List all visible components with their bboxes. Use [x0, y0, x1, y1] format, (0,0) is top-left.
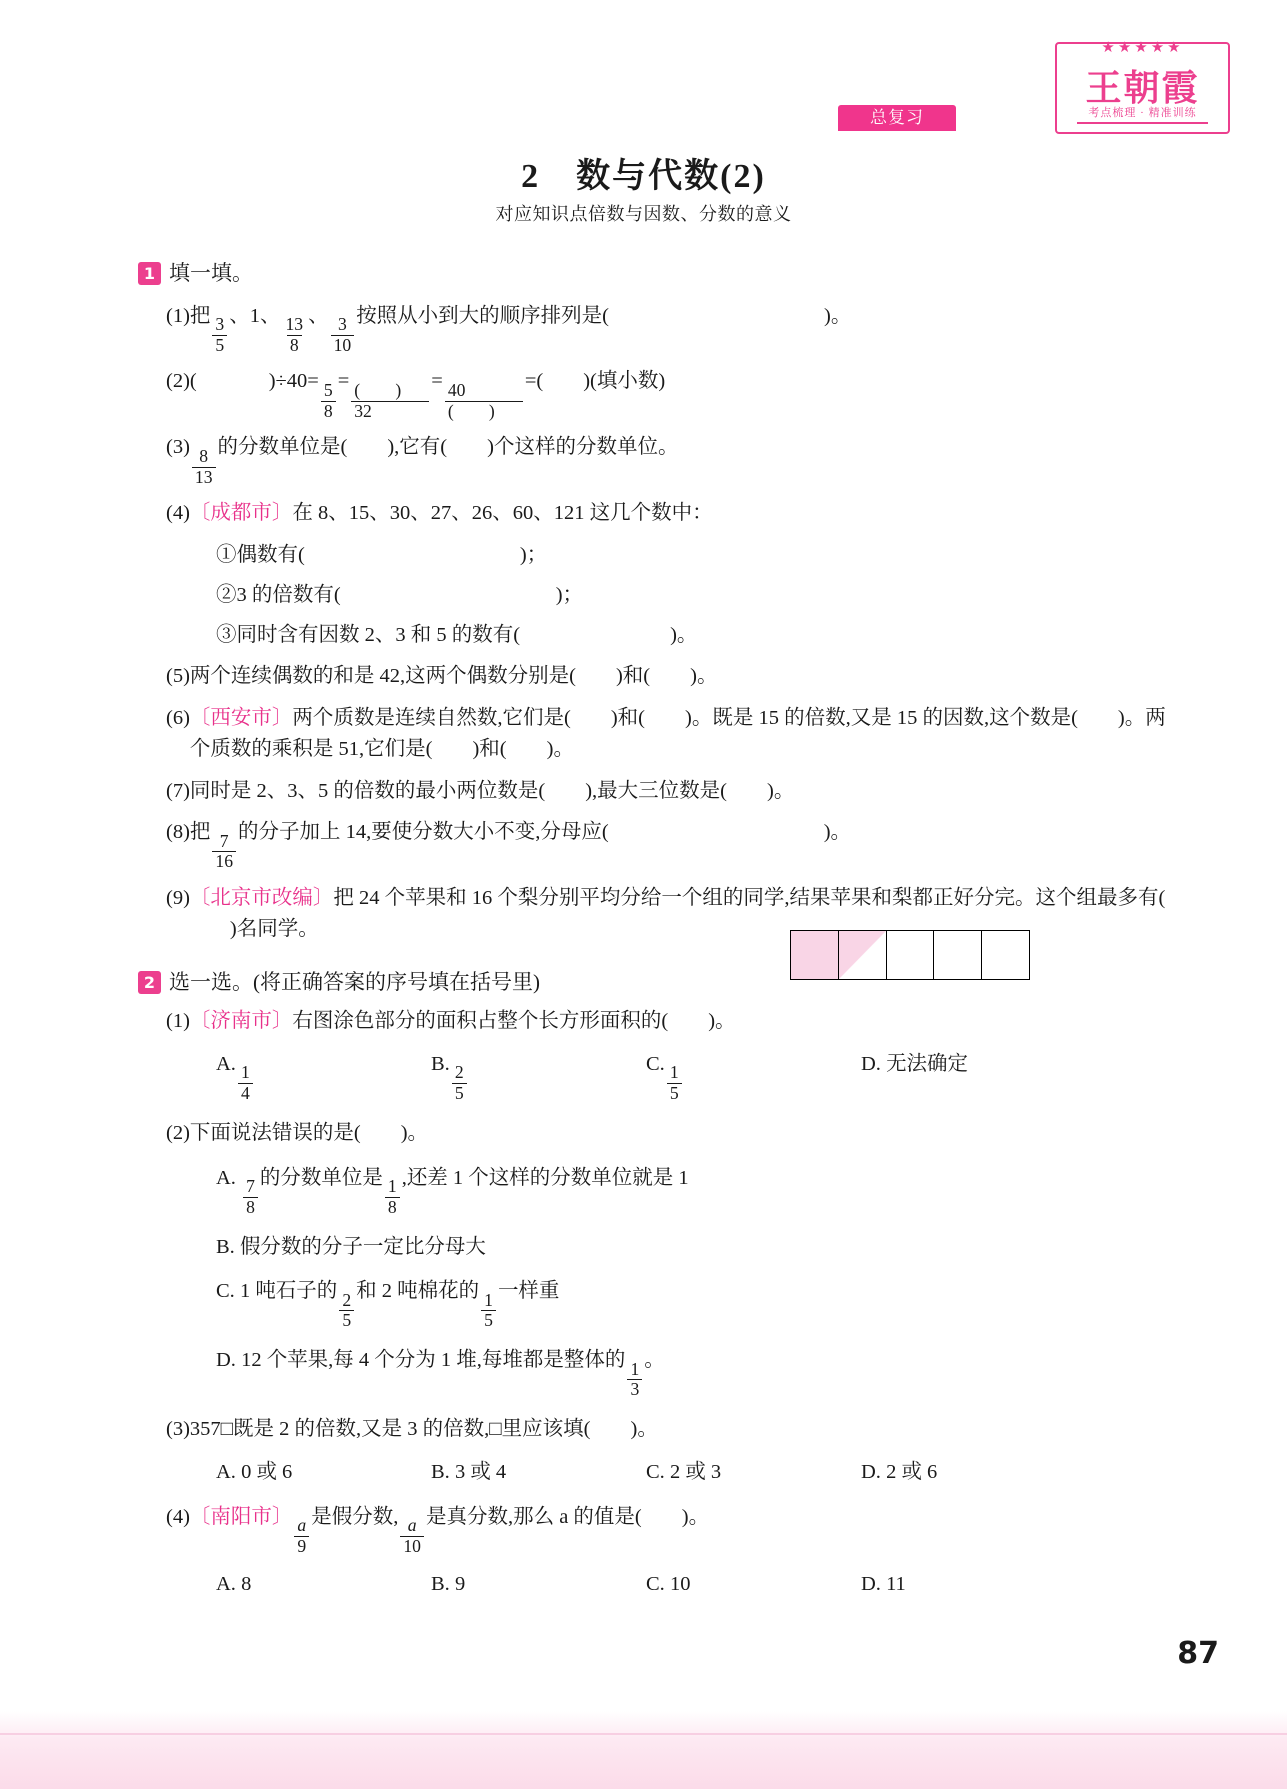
- q1-9-text-b: )名同学。: [229, 917, 319, 940]
- choice-a-tag: A.: [216, 1460, 236, 1483]
- q1-6-text-a: 两个质数是连续自然数,它们是(: [292, 707, 571, 730]
- question-2-2-choice-c[interactable]: [138, 1276, 1168, 1331]
- city-tag-chengdu: 〔成都市〕: [189, 502, 293, 525]
- question-2-4-choices: [138, 1569, 1168, 1600]
- question-1-4-sub-3: [138, 620, 1168, 651]
- q1-6-text-e: )和(: [472, 737, 507, 760]
- q1-5-text-c: )。: [690, 665, 718, 688]
- q2-2-text-a: 下面说法错误的是(: [189, 1121, 361, 1144]
- question-2-1-label: (1): [166, 1010, 190, 1033]
- q1-6-text-f: )。: [546, 737, 574, 760]
- question-1-8-label: (8): [166, 821, 190, 844]
- fraction-a-9: $\frac{a}{9}$: [294, 1516, 309, 1556]
- brand-divider: [1077, 122, 1208, 124]
- q1-4-1-text-b: )；: [519, 544, 548, 567]
- q1-1-text-b: 、1、: [229, 304, 281, 327]
- choice-b-text: 3 或 4: [454, 1460, 507, 1483]
- question-2-3-label: (3): [166, 1418, 190, 1441]
- choice-c-tag: C.: [216, 1280, 235, 1303]
- choice-b-tag: B.: [431, 1052, 450, 1075]
- fraction-a-10: $\frac{a}{10}$: [400, 1516, 424, 1556]
- choice-d-text: 11: [886, 1572, 906, 1595]
- fraction-3-5: $\frac{3}{5}$: [212, 315, 227, 355]
- question-2-2-choice-d[interactable]: [138, 1345, 1168, 1400]
- q1-7-text-c: )。: [767, 779, 795, 802]
- q1-2-text-a: (: [189, 370, 197, 393]
- q1-3-text-b: ),它有(: [387, 436, 448, 459]
- choice-c[interactable]: [646, 1049, 861, 1104]
- question-2-4: [138, 1502, 1168, 1557]
- fraction-blank-32[interactable]: $\frac{( )}{32}$: [351, 381, 429, 421]
- choice-d-part2: 。: [644, 1349, 665, 1372]
- choice-a[interactable]: [216, 1569, 431, 1600]
- choice-c-part3: 一样重: [497, 1280, 560, 1303]
- question-1-3-label: (3): [166, 436, 190, 459]
- choice-c[interactable]: [646, 1457, 861, 1488]
- fraction-13-8: $\frac{13}{8}$: [285, 313, 304, 355]
- city-tag-jinan: 〔济南市〕: [189, 1010, 293, 1033]
- question-1-4-label: (4): [166, 502, 190, 525]
- q1-4-3-text-a: ③同时含有因数 2、3 和 5 的数有(: [216, 623, 521, 646]
- q1-8-text-a: 把: [189, 821, 211, 844]
- q1-5-text-b: )和(: [615, 665, 651, 688]
- page-subtitle: 对应知识点倍数与因数、分数的意义: [495, 204, 792, 224]
- city-tag-nanyang: 〔南阳市〕: [189, 1505, 293, 1528]
- brand-logo: [1055, 42, 1230, 134]
- choice-c-text: 10: [669, 1572, 691, 1595]
- section-2-number: 2: [138, 971, 161, 994]
- q1-7-text-a: 同时是 2、3、5 的倍数的最小两位数是(: [189, 779, 546, 802]
- q2-3-text-b: )。: [630, 1418, 658, 1441]
- page-title: 2 数与代数(2): [521, 158, 766, 195]
- fraction-3-10: $\frac{3}{10}$: [331, 315, 355, 355]
- question-1-1-label: (1): [166, 304, 190, 327]
- choice-b-tag: B.: [431, 1572, 450, 1595]
- question-1-4: [138, 498, 1168, 529]
- question-2-3: [138, 1414, 1168, 1445]
- choice-c-text: 2 或 3: [669, 1460, 722, 1483]
- choice-a-part3: ,还差 1 个这样的分数单位就是 1: [401, 1166, 689, 1189]
- choice-d-tag: D.: [861, 1572, 881, 1595]
- question-1-3: [138, 432, 1168, 487]
- fraction-1-5: $\frac{1}{5}$: [481, 1291, 496, 1331]
- choice-b[interactable]: [431, 1457, 646, 1488]
- brand-subtitle: 考点梳理 · 精准训练: [1088, 107, 1197, 119]
- brand-name: 王朝霞: [1085, 68, 1200, 109]
- figure-cell-1: [791, 931, 839, 979]
- choice-a-tag: A.: [216, 1166, 236, 1189]
- question-1-7: [138, 776, 1168, 807]
- question-2-1-choices: [138, 1049, 1168, 1104]
- section-1-instruction: 填一填。: [169, 261, 253, 285]
- q1-8-text-b: 的分子加上 14,要使分数大小不变,分母应(: [238, 821, 609, 844]
- choice-b-tag: B.: [431, 1460, 450, 1483]
- q1-2-eq3: =(: [524, 370, 544, 393]
- q1-1-text-e: )。: [824, 304, 852, 327]
- choice-d-tag: D.: [216, 1349, 236, 1372]
- fraction-1-4: $\frac{1}{4}$: [238, 1063, 253, 1103]
- question-1-7-label: (7): [166, 779, 190, 802]
- page-number: 87: [1177, 1636, 1219, 1671]
- choice-b-tag: B.: [216, 1235, 235, 1258]
- choice-b-text: 9: [454, 1572, 466, 1595]
- q1-2-eq2: =: [431, 370, 443, 393]
- question-1-5: [138, 661, 1168, 692]
- choice-a-tag: A.: [216, 1572, 236, 1595]
- fraction-1-5: $\frac{1}{5}$: [667, 1063, 682, 1103]
- q1-1-text-a: 把: [189, 304, 211, 327]
- fraction-40-blank[interactable]: $\frac{40}{( )}$: [445, 381, 523, 421]
- choice-a-text: 8: [241, 1572, 252, 1595]
- choice-c-part2: 和 2 吨棉花的: [356, 1280, 480, 1303]
- choice-a[interactable]: [216, 1049, 431, 1104]
- city-tag-beijing: 〔北京市改编〕: [189, 887, 334, 910]
- q1-4-1-text-a: ①偶数有(: [216, 544, 305, 567]
- question-1-6: [138, 703, 1168, 765]
- q2-4-text-c: )。: [681, 1505, 710, 1528]
- question-2-3-choices: [138, 1457, 1168, 1488]
- q1-9-text-a: 把 24 个苹果和 16 个梨分别平均分给一个组的同学,结果苹果和梨都正好分完。这个组最多有(: [333, 887, 1166, 910]
- question-1-4-sub-2: [138, 580, 1168, 611]
- q1-4-3-text-b: )。: [670, 623, 698, 646]
- question-1-1: [138, 301, 1168, 356]
- exercise-section-2: [138, 967, 1168, 1600]
- q1-2-eq1: =: [337, 370, 350, 393]
- q2-3-text-a: 357□既是 2 的倍数,又是 3 的倍数,□里应该填(: [189, 1418, 591, 1441]
- choice-c-tag: C.: [646, 1052, 665, 1075]
- q1-5-text-a: 两个连续偶数的和是 42,这两个偶数分别是(: [189, 665, 576, 688]
- fraction-1-8: $\frac{1}{8}$: [385, 1177, 400, 1217]
- question-2-2-choice-a[interactable]: [138, 1163, 1168, 1218]
- q1-6-text-c: )。既是 15 的倍数,又是 15 的因数,这个数是(: [685, 707, 1078, 730]
- question-1-4-sub-1: [138, 540, 1168, 571]
- q2-1-text-b: )。: [708, 1010, 736, 1033]
- question-2-1: [138, 1006, 1168, 1037]
- question-2-4-label: (4): [166, 1505, 190, 1528]
- q1-6-text-d: )。两个质数的乘积是 51,它们是(: [189, 707, 1166, 760]
- question-2-2-label: (2): [166, 1121, 190, 1144]
- choice-a-text: 0 或 6: [241, 1460, 293, 1483]
- choice-d-text: 无法确定: [886, 1052, 969, 1075]
- figure-cell-4: [934, 931, 982, 979]
- choice-d-tag: D.: [861, 1052, 881, 1075]
- q2-4-text-a: 是假分数,: [311, 1505, 399, 1528]
- fraction-2-5: $\frac{2}{5}$: [339, 1291, 354, 1331]
- exercise-section-1: [138, 258, 1168, 945]
- shaded-rectangle-figure: [790, 930, 1030, 980]
- crown-icon: ★★★★★: [1101, 40, 1184, 56]
- footer-decoration: [0, 1711, 1287, 1789]
- choice-d[interactable]: [861, 1049, 968, 1104]
- choice-c-part1: 1 吨石子的: [239, 1280, 338, 1303]
- choice-d-tag: D.: [861, 1460, 881, 1483]
- q1-2-text-b: )÷40=: [268, 370, 319, 393]
- figure-cell-3: [887, 931, 935, 979]
- choice-d-text: 2 或 6: [886, 1460, 938, 1483]
- q1-4-2-text-a: ②3 的倍数有(: [216, 583, 341, 606]
- choice-b[interactable]: [431, 1049, 646, 1104]
- question-1-8: [138, 817, 1168, 872]
- choice-c-tag: C.: [646, 1460, 665, 1483]
- choice-d[interactable]: [861, 1569, 906, 1600]
- question-2-2-choice-b[interactable]: [138, 1232, 1168, 1263]
- section-2-instruction: 选一选。(将正确答案的序号填在括号里): [169, 969, 540, 994]
- section-tab-label: 总复习: [870, 108, 924, 127]
- fraction-5-8: $\frac{5}{8}$: [321, 381, 336, 421]
- figure-cell-5: [982, 931, 1029, 979]
- choice-a-tag: A.: [216, 1052, 236, 1075]
- page-header: [0, 0, 1287, 150]
- choice-d[interactable]: [861, 1457, 937, 1488]
- section-1-header: [138, 258, 1168, 290]
- q1-8-text-c: )。: [823, 821, 852, 844]
- fraction-8-13: $\frac{8}{13}$: [192, 447, 216, 487]
- q2-2-text-b: )。: [400, 1121, 429, 1144]
- city-tag-xian: 〔西安市〕: [189, 707, 293, 730]
- question-2-2: [138, 1118, 1168, 1149]
- section-tab-badge: [838, 105, 956, 131]
- q1-7-text-b: ),最大三位数是(: [585, 779, 728, 802]
- section-1-number: 1: [138, 262, 161, 285]
- fraction-7-16: $\frac{7}{16}$: [212, 832, 236, 872]
- q1-2-text-c: )(填小数): [583, 370, 666, 393]
- q1-6-text-b: )和(: [610, 707, 646, 730]
- question-1-6-label: (6): [166, 707, 190, 730]
- question-1-9-label: (9): [166, 887, 190, 910]
- choice-a[interactable]: [216, 1457, 431, 1488]
- q2-1-text-a: 右图涂色部分的面积占整个长方形面积的(: [292, 1010, 669, 1033]
- q1-3-text-a: 的分数单位是(: [217, 436, 348, 459]
- question-1-5-label: (5): [166, 665, 190, 688]
- worksheet-body: [138, 250, 1168, 1605]
- fraction-1-3: $\frac{1}{3}$: [627, 1360, 642, 1400]
- q1-1-text-c: 、: [308, 304, 329, 327]
- q2-4-text-b: 是真分数,那么 a 的值是(: [425, 1505, 642, 1528]
- choice-c[interactable]: [646, 1569, 861, 1600]
- q1-3-text-c: )个这样的分数单位。: [487, 436, 679, 459]
- question-1-2-label: (2): [166, 370, 190, 393]
- q1-1-text-d: 按照从小到大的顺序排列是(: [356, 304, 610, 327]
- choice-d-part1: 12 个苹果,每 4 个分为 1 堆,每堆都是整体的: [241, 1349, 626, 1372]
- q1-4-2-text-b: )；: [555, 583, 584, 606]
- fraction-2-5: $\frac{2}{5}$: [452, 1063, 467, 1103]
- choice-b[interactable]: [431, 1569, 646, 1600]
- q1-4-text-a: 在 8、15、30、27、26、60、121 这几个数中：: [292, 502, 713, 525]
- choice-c-tag: C.: [646, 1572, 665, 1595]
- choice-a-part2: 的分数单位是: [259, 1166, 383, 1189]
- choice-b-text: 假分数的分子一定比分母大: [239, 1235, 486, 1258]
- question-1-2: [138, 366, 1168, 421]
- figure-cell-2: [839, 931, 887, 979]
- fraction-7-8: $\frac{7}{8}$: [243, 1177, 258, 1217]
